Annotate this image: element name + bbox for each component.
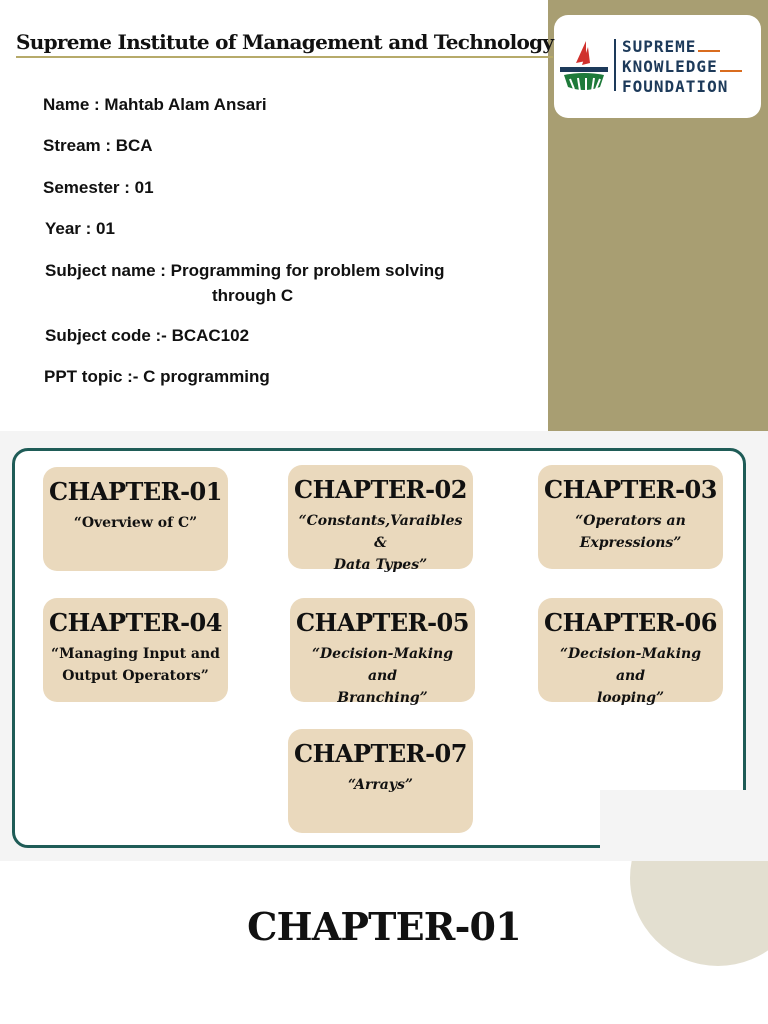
chapter-description: “Overview of C” [73, 515, 198, 531]
chapter-description: “Constants,Varaibles & Data Types” [298, 513, 463, 573]
decorative-mask [600, 790, 768, 861]
chapter-title: CHAPTER-04 [49, 608, 222, 637]
chapter-description: “Managing Input and Output Operators” [51, 646, 220, 684]
chapter-description: “Decision-Making and looping” [559, 646, 702, 706]
semester: Semester : 01 [43, 178, 154, 197]
logo-text-line1: SUPREME [622, 37, 720, 56]
chapter-title: CHAPTER-05 [296, 608, 469, 637]
emblem-icon [556, 37, 612, 97]
chapter-card-04 [43, 598, 228, 702]
chapter-title: CHAPTER-03 [544, 475, 717, 504]
chapter-title: CHAPTER-07 [294, 739, 467, 768]
chapter-card-07 [288, 729, 473, 833]
chapter-card-01 [43, 467, 228, 571]
chapter-title: CHAPTER-01 [49, 477, 222, 506]
subject-code: Subject code :- BCAC102 [45, 326, 250, 345]
student-name: Name : Mahtab Alam Ansari [43, 95, 267, 114]
foundation-logo [554, 15, 761, 118]
logo-text-line2: KNOWLEDGE [622, 57, 742, 76]
chapter-description: “Arrays” [348, 777, 413, 793]
subject-name-line1: Subject name : Programming for problem solving [45, 261, 445, 280]
chapter-title: CHAPTER-06 [544, 608, 717, 637]
subject-name-line2: through C [212, 286, 294, 305]
chapter-card-06 [538, 598, 723, 706]
institute-title: Supreme Institute of Management and Technology [16, 30, 553, 58]
chapter-title: CHAPTER-02 [294, 475, 467, 504]
logo-divider [614, 39, 616, 91]
logo-text-line3: FOUNDATION [622, 77, 729, 96]
chapter-card-03 [538, 465, 723, 569]
year: Year : 01 [45, 219, 115, 238]
chapter-card-02 [288, 465, 473, 573]
chapter-description: “Decision-Making and Branching” [311, 646, 454, 706]
next-chapter-heading: CHAPTER-01 [247, 904, 521, 949]
ppt-topic: PPT topic :- C programming [44, 367, 270, 386]
chapter-description: “Operators an Expressions” [575, 513, 686, 551]
chapter-card-05 [290, 598, 475, 706]
stream: Stream : BCA [43, 136, 153, 155]
